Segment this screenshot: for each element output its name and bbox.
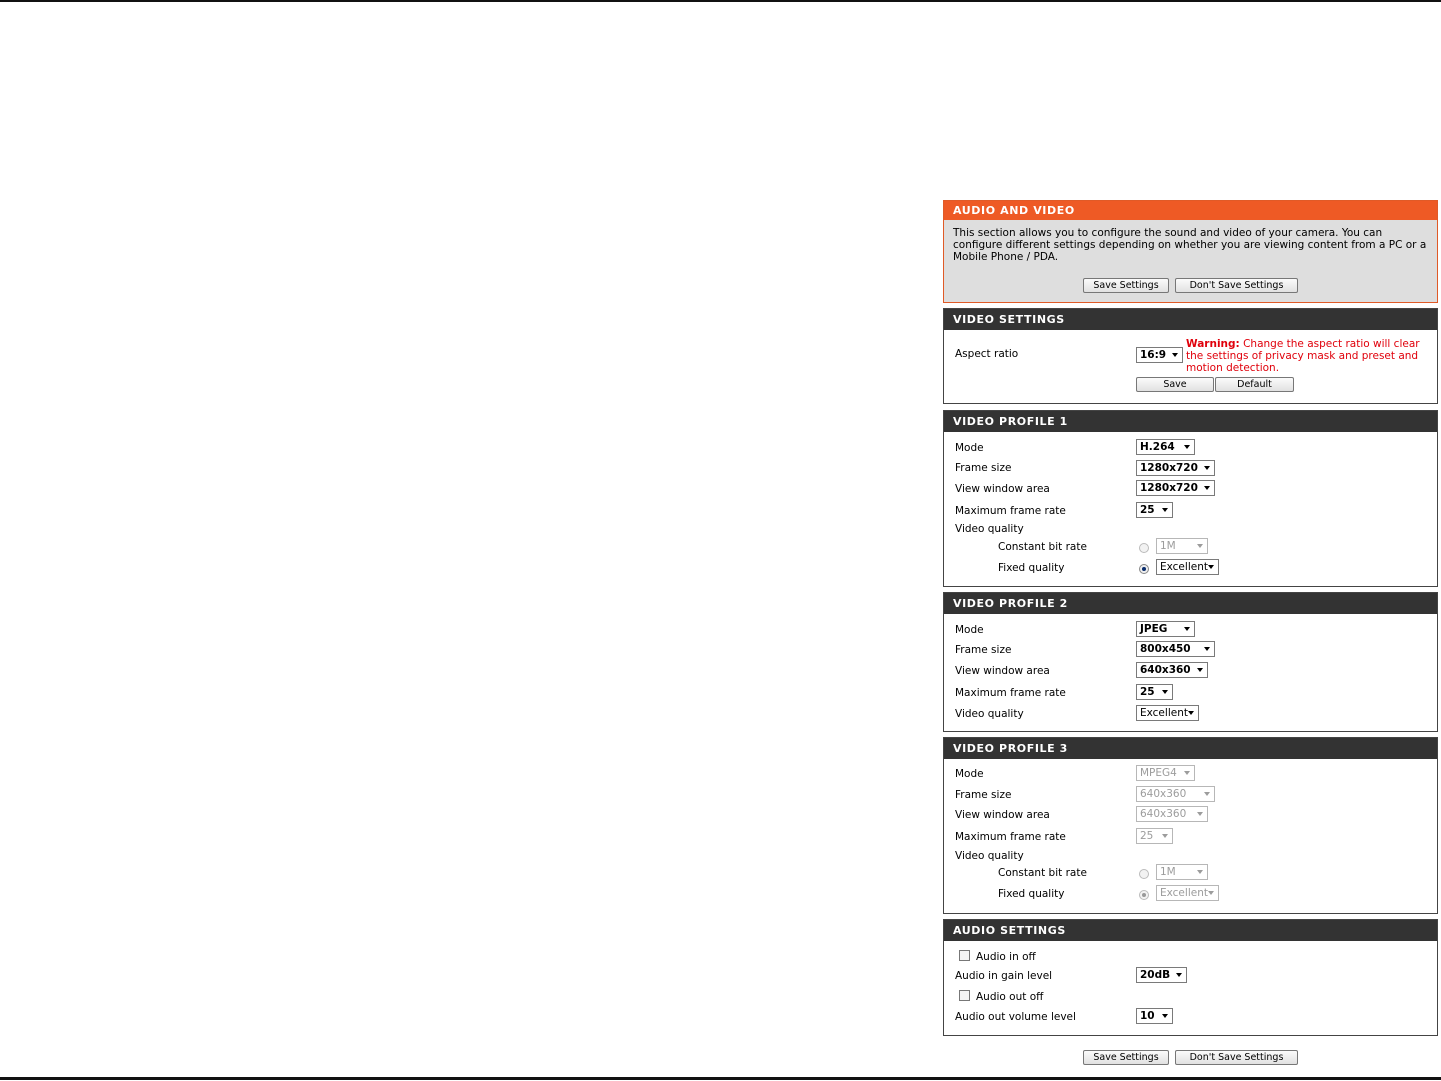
chevron-down-icon (1197, 668, 1203, 672)
p1-fixed-quality-value: Excellent (1160, 561, 1208, 573)
audio-out-volume-label: Audio out volume level (955, 1011, 1076, 1023)
warning-text: Change the aspect ratio will clear the settings of privacy mask and preset and motion detection. (1186, 338, 1420, 374)
video-profile-2-panel (943, 592, 1438, 732)
audio-in-gain-value: 20dB (1140, 969, 1171, 981)
audio-in-off-checkbox[interactable] (959, 950, 970, 961)
p3-mode-select[interactable] (1136, 765, 1195, 781)
video-profile-3-panel (943, 737, 1438, 914)
chevron-down-icon (1162, 690, 1168, 694)
chevron-down-icon (1208, 565, 1214, 569)
aspect-ratio-select[interactable] (1136, 347, 1183, 363)
p3-mode-value: MPEG4 (1140, 767, 1177, 779)
bottom-border (0, 1077, 1441, 1080)
dont-save-settings-button[interactable]: Don't Save Settings (1175, 278, 1298, 293)
p1-max-frame-rate-label: Maximum frame rate (955, 505, 1066, 517)
p3-fixed-quality-select[interactable] (1156, 885, 1219, 901)
p1-mode-value: H.264 (1140, 441, 1175, 453)
p1-frame-size-label: Frame size (955, 462, 1012, 474)
chevron-down-icon (1184, 445, 1190, 449)
chevron-down-icon (1197, 870, 1203, 874)
audio-video-panel (943, 200, 1438, 303)
chevron-down-icon (1204, 647, 1210, 651)
chevron-down-icon (1162, 508, 1168, 512)
p1-fixed-quality-radio[interactable] (1139, 564, 1149, 574)
p3-max-frame-rate-label: Maximum frame rate (955, 831, 1066, 843)
p2-view-window-select[interactable] (1136, 662, 1208, 678)
audio-settings-panel (943, 919, 1438, 1036)
p1-video-quality-label: Video quality (955, 523, 1024, 535)
aspect-default-button[interactable]: Default (1215, 377, 1294, 392)
audio-out-volume-select[interactable] (1136, 1008, 1173, 1024)
audio-in-off-label: Audio in off (976, 951, 1036, 963)
audio-out-off-label: Audio out off (976, 991, 1044, 1003)
video-profile-1-title: VIDEO PROFILE 1 (944, 411, 1437, 432)
p3-fixed-quality-radio[interactable] (1139, 890, 1149, 900)
p1-view-window-label: View window area (955, 483, 1050, 495)
p3-max-frame-rate-select[interactable] (1136, 828, 1173, 844)
chevron-down-icon (1204, 486, 1210, 490)
chevron-down-icon (1208, 891, 1214, 895)
p3-cbr-value: 1M (1160, 866, 1176, 878)
p3-view-window-select[interactable] (1136, 806, 1208, 822)
p1-cbr-value: 1M (1160, 540, 1176, 552)
video-profile-1-panel (943, 410, 1438, 587)
p1-frame-size-select[interactable] (1136, 460, 1215, 476)
p2-max-frame-rate-value: 25 (1140, 686, 1155, 698)
audio-settings-title: AUDIO SETTINGS (944, 920, 1437, 941)
p3-mode-label: Mode (955, 768, 984, 780)
p3-video-quality-label: Video quality (955, 850, 1024, 862)
video-profile-2-title: VIDEO PROFILE 2 (944, 593, 1437, 614)
p1-frame-size-value: 1280x720 (1140, 462, 1198, 474)
p2-mode-select[interactable] (1136, 621, 1195, 637)
p3-cbr-label: Constant bit rate (998, 867, 1087, 879)
audio-out-volume-value: 10 (1140, 1010, 1155, 1022)
p1-mode-select[interactable] (1136, 439, 1195, 455)
aspect-ratio-value: 16:9 (1140, 349, 1167, 361)
p1-view-window-value: 1280x720 (1140, 482, 1198, 494)
chevron-down-icon (1176, 973, 1182, 977)
p3-view-window-label: View window area (955, 809, 1050, 821)
p2-frame-size-select[interactable] (1136, 641, 1215, 657)
audio-out-off-checkbox[interactable] (959, 990, 970, 1001)
audio-in-gain-select[interactable] (1136, 967, 1187, 983)
p2-max-frame-rate-select[interactable] (1136, 684, 1173, 700)
p3-fixed-quality-label: Fixed quality (998, 888, 1065, 900)
p1-cbr-label: Constant bit rate (998, 541, 1087, 553)
p1-mode-label: Mode (955, 442, 984, 454)
p2-mode-label: Mode (955, 624, 984, 636)
save-settings-button[interactable]: Save Settings (1083, 278, 1169, 293)
p2-video-quality-value: Excellent (1140, 707, 1188, 719)
chevron-down-icon (1188, 711, 1194, 715)
audio-video-title: AUDIO AND VIDEO (944, 201, 1437, 220)
audio-video-description: This section allows you to configure the sound and video of your camera. You can configure different settings depending on whether you are viewing content from a PC or a Mobile Phone / PDA. (953, 227, 1427, 263)
p1-max-frame-rate-select[interactable] (1136, 502, 1173, 518)
warning-prefix: Warning: (1186, 338, 1240, 350)
p2-frame-size-value: 800x450 (1140, 643, 1191, 655)
top-border (0, 0, 1441, 2)
chevron-down-icon (1162, 834, 1168, 838)
chevron-down-icon (1162, 1014, 1168, 1018)
p1-cbr-radio[interactable] (1139, 543, 1149, 553)
chevron-down-icon (1197, 544, 1203, 548)
p1-max-frame-rate-value: 25 (1140, 504, 1155, 516)
p3-max-frame-rate-value: 25 (1140, 830, 1154, 842)
chevron-down-icon (1184, 771, 1190, 775)
video-settings-panel (943, 308, 1438, 404)
p2-mode-value: JPEG (1140, 623, 1168, 635)
p2-max-frame-rate-label: Maximum frame rate (955, 687, 1066, 699)
p1-fixed-quality-label: Fixed quality (998, 562, 1065, 574)
footer-dont-save-settings-button[interactable]: Don't Save Settings (1175, 1050, 1298, 1065)
p3-frame-size-label: Frame size (955, 789, 1012, 801)
p2-view-window-value: 640x360 (1140, 664, 1191, 676)
video-settings-title: VIDEO SETTINGS (944, 309, 1437, 330)
p2-video-quality-label: Video quality (955, 708, 1024, 720)
p3-cbr-select[interactable] (1156, 864, 1208, 880)
chevron-down-icon (1204, 466, 1210, 470)
chevron-down-icon (1204, 792, 1210, 796)
p2-view-window-label: View window area (955, 665, 1050, 677)
p1-fixed-quality-select[interactable] (1156, 559, 1219, 575)
audio-in-gain-label: Audio in gain level (955, 970, 1053, 982)
chevron-down-icon (1197, 812, 1203, 816)
aspect-save-button[interactable]: Save (1136, 377, 1214, 392)
chevron-down-icon (1172, 353, 1178, 357)
p3-view-window-value: 640x360 (1140, 808, 1187, 820)
p3-frame-size-select[interactable] (1136, 786, 1215, 802)
p1-view-window-select[interactable] (1136, 480, 1215, 496)
footer-save-settings-button[interactable]: Save Settings (1083, 1050, 1169, 1065)
aspect-ratio-warning (1186, 338, 1426, 374)
p3-frame-size-value: 640x360 (1140, 788, 1187, 800)
p3-fixed-quality-value: Excellent (1160, 887, 1208, 899)
aspect-ratio-label: Aspect ratio (955, 348, 1019, 360)
p1-cbr-select[interactable] (1156, 538, 1208, 554)
video-profile-3-title: VIDEO PROFILE 3 (944, 738, 1437, 759)
p2-video-quality-select[interactable] (1136, 705, 1199, 721)
p2-frame-size-label: Frame size (955, 644, 1012, 656)
chevron-down-icon (1184, 627, 1190, 631)
p3-cbr-radio[interactable] (1139, 869, 1149, 879)
